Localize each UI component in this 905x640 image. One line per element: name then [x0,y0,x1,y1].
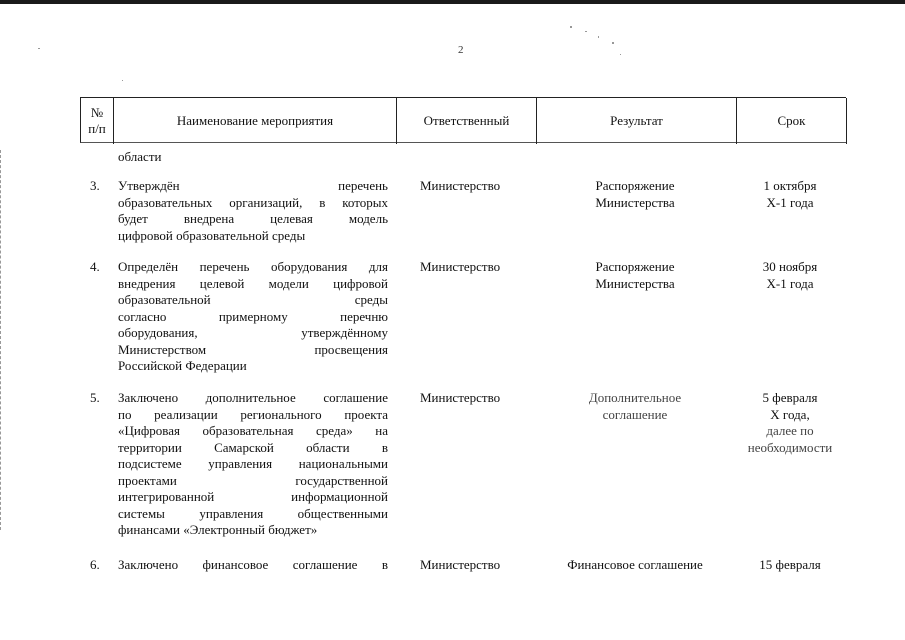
table-header [80,97,846,143]
deadline-line: 1 октября [763,178,817,193]
header-number-line2: п/п [88,121,106,136]
header-number-line1: № [90,105,104,120]
scan-speck [598,36,599,38]
name-line: Российской Федерации [118,358,247,373]
row-result [540,178,730,211]
deadline-line: 5 февраля [762,390,818,405]
deadline-line: 15 февраля [759,557,821,572]
scan-speck [122,80,123,81]
name-line: оборудования, утверждённому [118,325,388,340]
scan-speck [620,54,621,55]
name-line: Министерством просвещения [118,341,388,357]
name-line: Заключено дополнительное соглашение [118,390,388,405]
scan-speck [570,26,572,28]
row-number: 4. [90,259,100,274]
name-line: образовательных организаций, в которых [118,194,388,210]
deadline-line: 30 ноября [762,259,818,274]
scan-speck [38,48,40,49]
result-line: Распоряжение [595,259,675,274]
deadline-line: Х-1 года [766,194,814,210]
result-line: Дополнительное [588,390,682,405]
result-line: Финансовое соглашение [567,557,703,572]
row-responsible: Министерство [420,178,501,193]
name-line: финансами «Электронный бюджет» [118,522,318,537]
row-result [540,557,730,574]
name-line: образовательной среды [118,292,388,307]
row-deadline [730,259,850,292]
row-number: 6. [90,557,100,572]
row-event-name [118,390,388,539]
name-line: Утверждён перечень [118,178,388,193]
name-line: по реализации регионального проекта [118,406,388,422]
deadline-line: Х года, [770,406,810,422]
name-line: подсистеме управления национальными [118,456,388,471]
name-line: согласно примерному перечню [118,308,388,324]
name-line: «Цифровая образовательная среда» на [118,423,388,438]
row-result [540,390,730,423]
name-line: проектами государственной [118,472,388,488]
scan-speck [612,42,614,44]
result-line: Распоряжение [595,178,675,193]
row-event-name [118,259,388,375]
header-responsible: Ответственный [397,98,537,144]
name-line: Определён перечень оборудования для [118,259,388,274]
name-line: интегрированной информационной [118,489,388,504]
row-event-name [118,178,388,244]
deadline-line: Х-1 года [766,275,814,291]
deadline-line: необходимости [747,439,833,455]
header-deadline: Срок [737,98,847,144]
row-number: 5. [90,390,100,405]
row-deadline [730,178,850,211]
header-number [81,98,114,144]
row-result [540,259,730,292]
scan-top-border [0,0,905,4]
deadline-line: далее по [766,423,814,438]
name-line: будет внедрена целевая модель [118,211,388,226]
row-responsible: Министерство [420,390,501,405]
name-line: системы управления общественными [118,505,388,521]
name-line: Заключено финансовое соглашение в [118,557,388,572]
header-event-name: Наименование мероприятия [114,98,397,144]
page-number: 2 [458,44,464,56]
row-responsible: Министерство [420,557,501,572]
scan-left-edge [0,150,4,530]
result-line: Министерства [595,275,675,291]
continuation-text: области [118,149,162,164]
header-result: Результат [537,98,737,144]
result-line: Министерства [595,194,675,210]
name-line: цифровой образовательной среды [118,227,306,243]
row-event-name [118,557,388,574]
row-deadline [730,390,850,456]
name-line: территории Самарской области в [118,439,388,455]
row-responsible: Министерство [420,259,501,274]
result-line: соглашение [602,406,668,422]
name-line: внедрения целевой модели цифровой [118,275,388,291]
row-number: 3. [90,178,100,193]
row-deadline [730,557,850,574]
scan-speck [585,31,587,32]
